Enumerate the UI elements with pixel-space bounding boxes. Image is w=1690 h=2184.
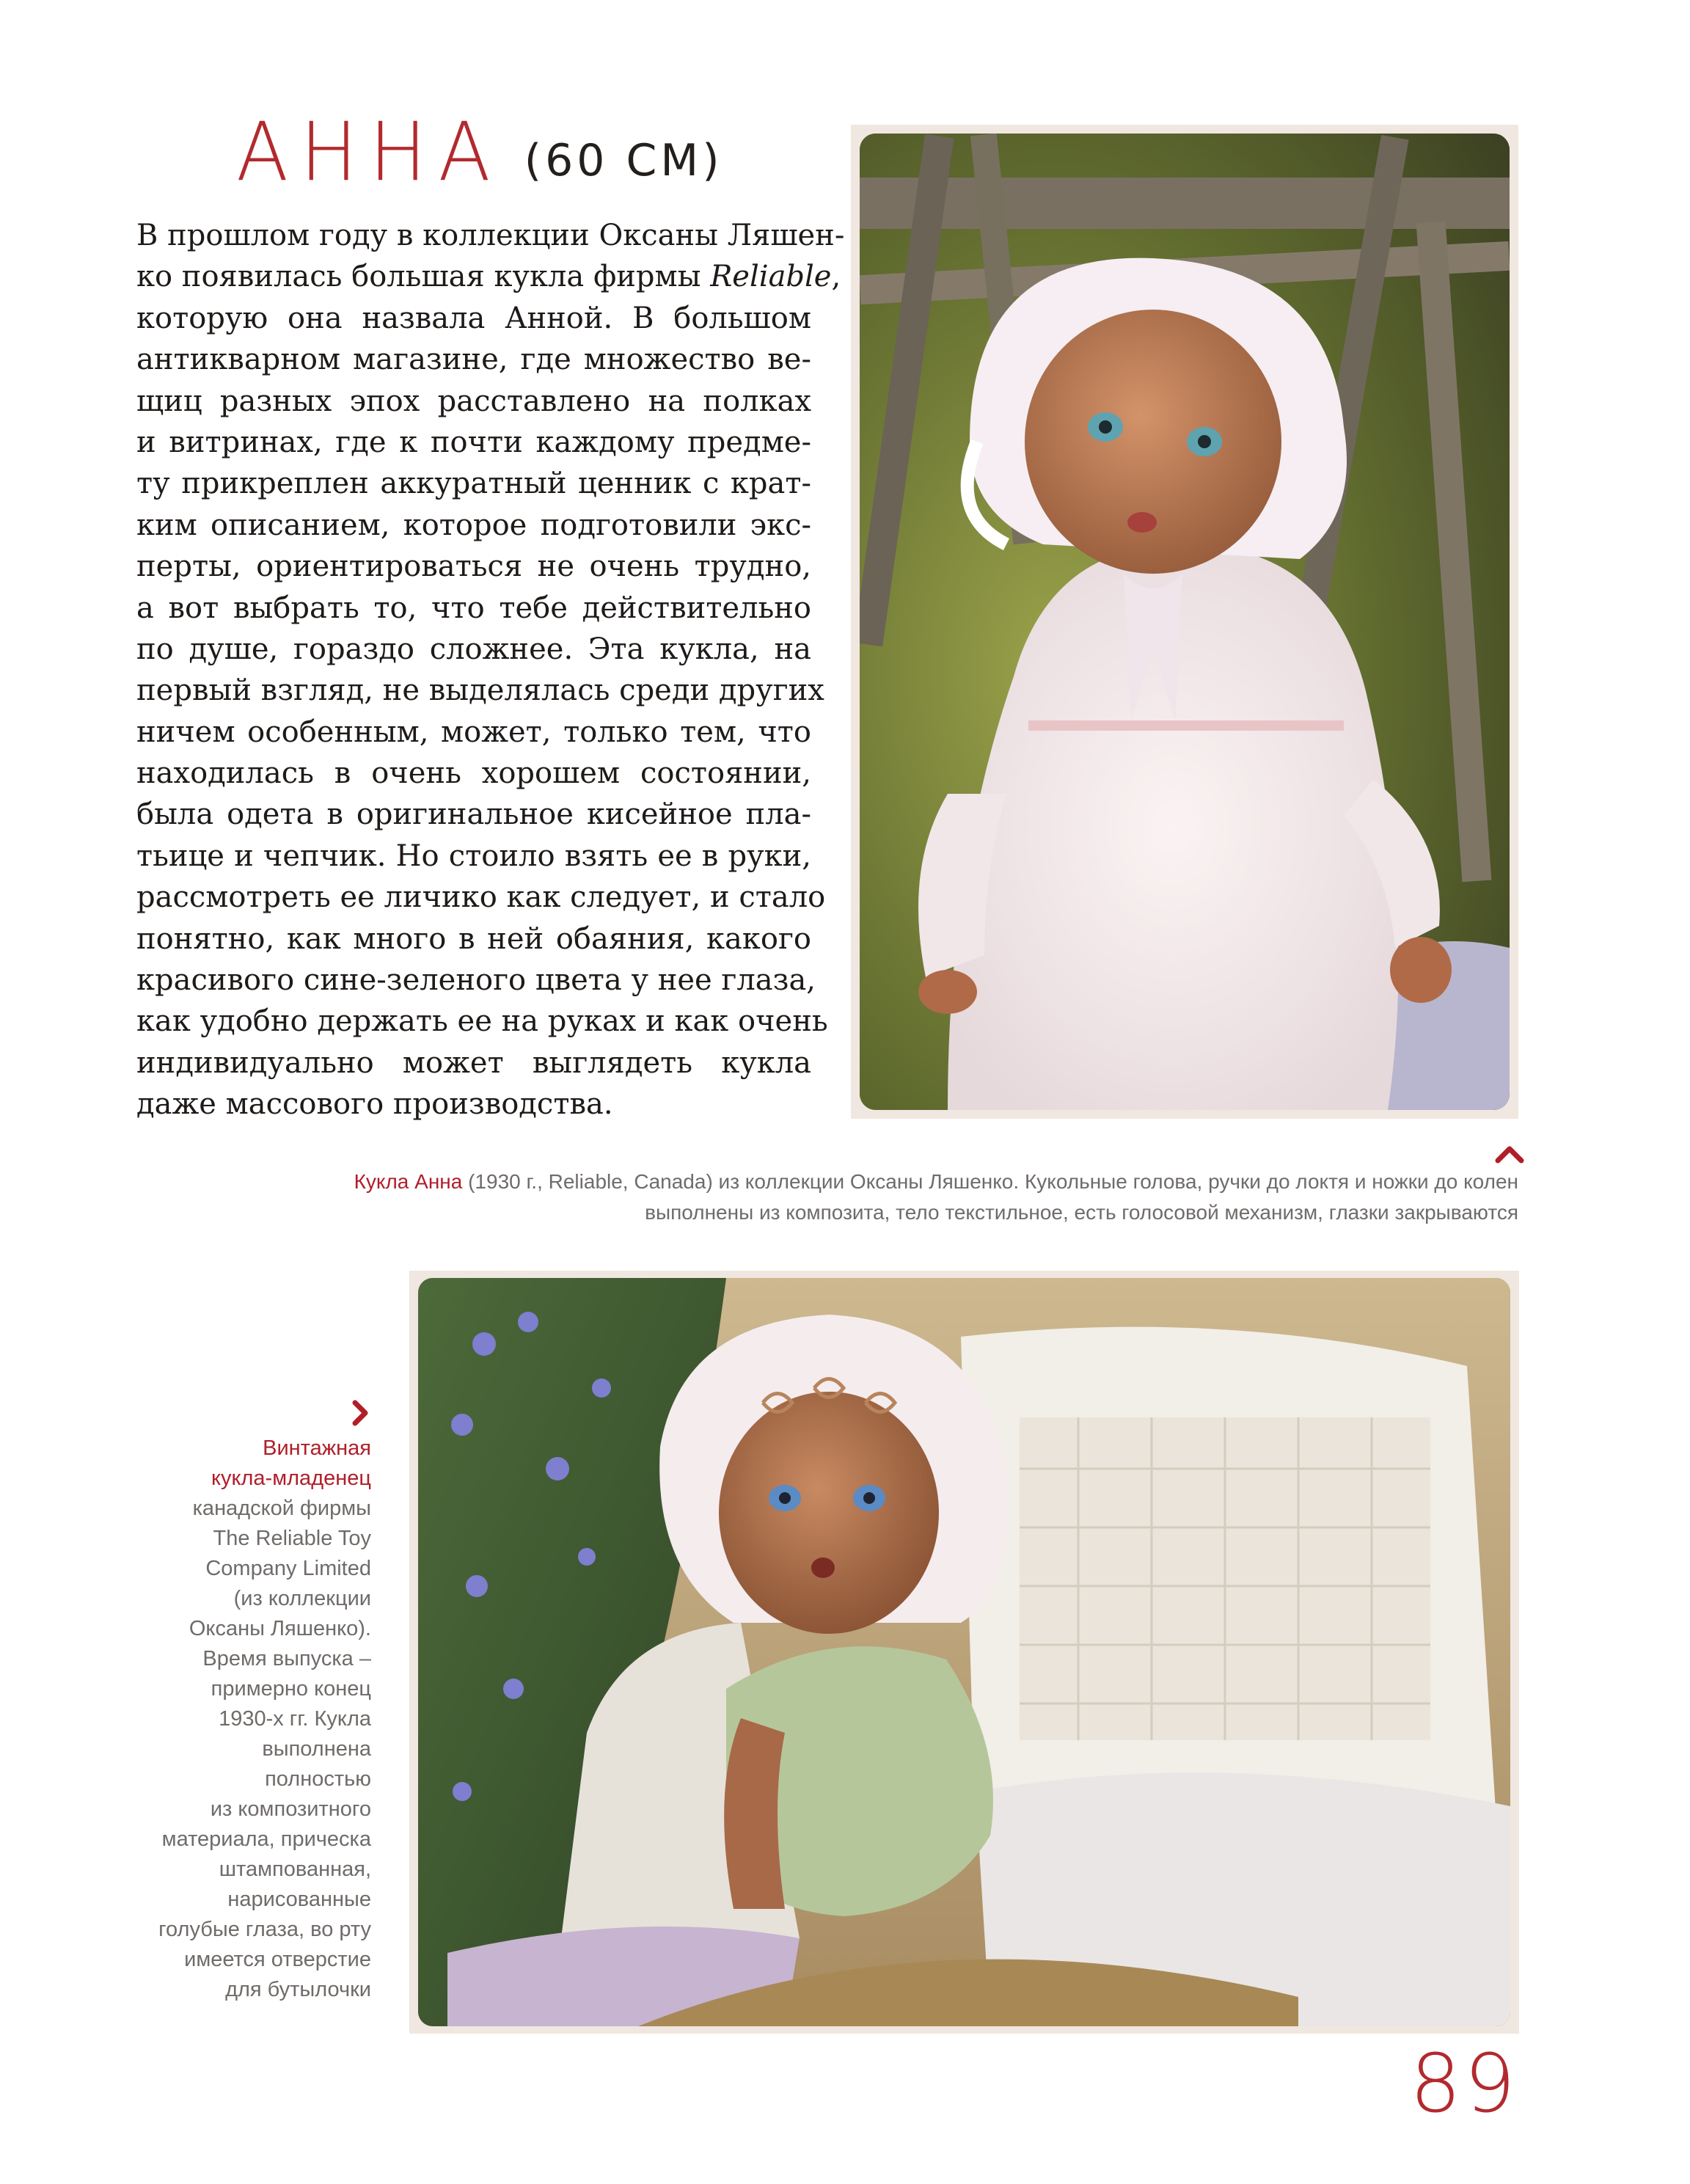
brand-suffix: , (831, 260, 841, 294)
brand-name: Reliable (710, 260, 832, 294)
caption-line: примерно конец (211, 1677, 371, 1701)
chevron-up-icon (1493, 1143, 1526, 1165)
caption-line: Company Limited (205, 1557, 371, 1580)
caption-lead: Кукла Анна (354, 1170, 463, 1193)
caption-line: имеется отверстие (184, 1948, 371, 1971)
caption-line: (из коллекции (233, 1587, 371, 1610)
body-line: как удобно держать ее на руках и как очень (136, 1004, 828, 1039)
body-line: индивидуально может выглядеть кукла (136, 1045, 811, 1080)
body-line: тьице и чепчик. Но стоило взять ее в руки, (136, 839, 811, 873)
photo-frame-anna (851, 125, 1518, 1119)
caption-lead-line: кукла-младенец (211, 1467, 371, 1490)
body-line: находилась в очень хорошем состоянии, (136, 756, 811, 791)
body-paragraph (136, 215, 845, 1125)
body-line: ничем особенным, может, только тем, что (136, 715, 811, 749)
caption-lead-line: Винтажная (263, 1436, 371, 1460)
body-line: первый взгляд, не выделялась среди других (136, 673, 824, 708)
body-line: рассмотреть ее личико как следует, и стало (136, 880, 826, 915)
body-line: щиц разных эпох расставлено на полках (136, 384, 811, 418)
body-line: которую она назвала Анной. В большом (136, 301, 811, 335)
caption-line: 1930-х гг. Кукла (219, 1707, 371, 1731)
caption-line: нарисованные (227, 1888, 371, 1911)
photo-frame-baby (409, 1271, 1519, 2034)
caption-line: штампованная, (219, 1858, 371, 1881)
chevron-right-icon (349, 1398, 371, 1428)
page-title (236, 104, 823, 213)
caption-line: выполнена (262, 1737, 371, 1761)
body-line: даже массового производства. (136, 1087, 613, 1122)
body-line (136, 256, 841, 297)
caption-line: полностью (265, 1767, 371, 1791)
caption-line: из композитного (210, 1797, 371, 1821)
caption-line: для бутылочки (225, 1978, 371, 2001)
title-name: АННА (236, 104, 502, 200)
baby-doll-illustration (418, 1278, 1510, 2026)
caption-baby-doll (110, 1434, 371, 2005)
caption-line: канадской фирмы (192, 1497, 371, 1520)
caption-line (220, 1166, 1518, 1197)
photo-doll-anna (860, 134, 1510, 1110)
page-number: 89 (1410, 2037, 1518, 2130)
body-line: В прошлом году в коллекции Оксаны Ляшен- (136, 219, 845, 252)
caption-line: The Reliable Toy (213, 1527, 371, 1550)
caption-line: Оксаны Ляшенко). (189, 1617, 371, 1640)
caption-line: Время выпуска – (202, 1647, 371, 1670)
body-line-text: ко появилась большая кукла фирмы (136, 260, 711, 294)
caption-text: (1930 г., Reliable, Canada) из коллекции Оксаны Ляшенко. Кукольные голова, ручки до локтя и ножки до колен (462, 1170, 1518, 1193)
body-line: ту прикреплен аккуратный ценник с крат- (136, 467, 811, 501)
body-line: понятно, как много в ней обаяния, какого (136, 921, 811, 956)
doll-anna-illustration (860, 134, 1510, 1110)
body-line: по душе, гораздо сложнее. Эта кукла, на (136, 632, 811, 666)
caption-line: голубые глаза, во рту (158, 1918, 371, 1941)
caption-line: выполнены из композита, тело текстильное, есть голосовой механизм, глазки закрываются (645, 1201, 1518, 1224)
body-line: а вот выбрать то, что тебе действительно (136, 591, 811, 625)
caption-line: материала, прическа (161, 1827, 371, 1851)
caption-anna (220, 1166, 1518, 1228)
title-size: (60 СМ) (524, 135, 723, 186)
body-line: и витринах, где к почти каждому предме- (136, 425, 811, 459)
body-line: антикварном магазине, где множество ве- (136, 343, 811, 377)
body-line: перты, ориентироваться не очень трудно, (136, 549, 811, 584)
body-line: была одета в оригинальное кисейное пла- (136, 797, 811, 832)
body-line: ким описанием, которое подготовили экс- (136, 508, 811, 542)
photo-baby-doll (418, 1278, 1510, 2026)
body-line: красивого сине-зеленого цвета у нее глаза, (136, 963, 816, 998)
